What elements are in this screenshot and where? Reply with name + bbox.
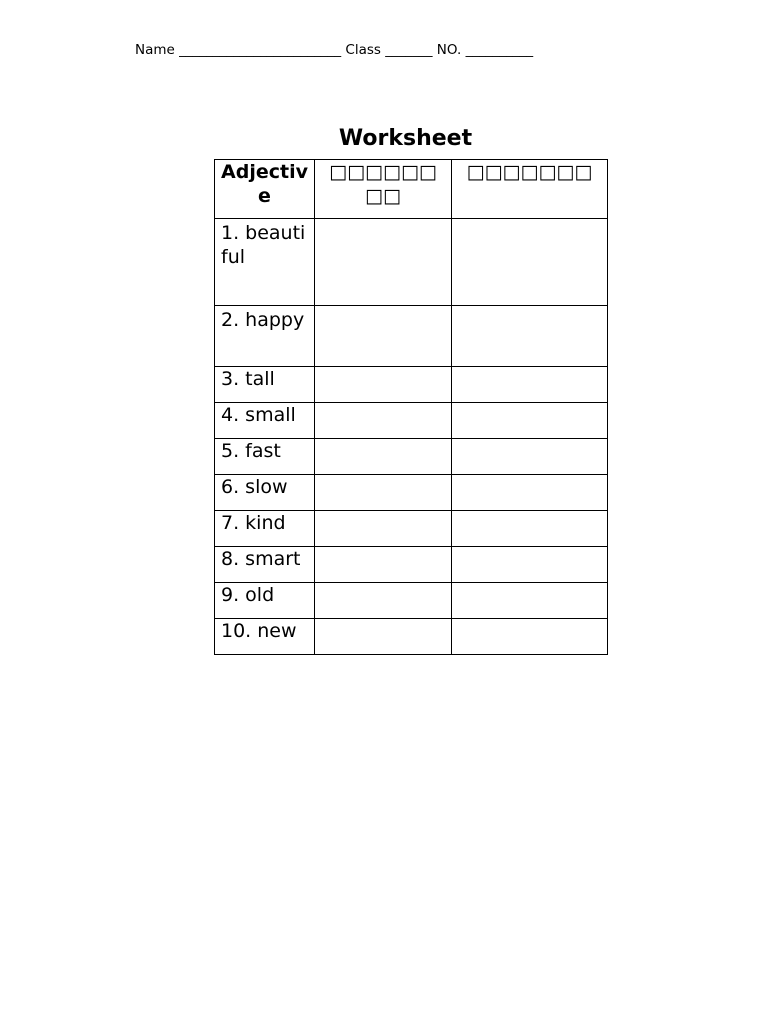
adjective-cell: 1. beautiful [215, 219, 315, 306]
answer-cell[interactable] [315, 306, 452, 367]
adjective-cell: 9. old [215, 583, 315, 619]
header-column-2: □□□□□□□□ [315, 160, 452, 219]
table-row [215, 439, 608, 475]
answer-cell[interactable] [452, 439, 608, 475]
answer-cell[interactable] [315, 511, 452, 547]
adjective-cell: 4. small [215, 403, 315, 439]
adjective-cell: 8. smart [215, 547, 315, 583]
class-label: Class [345, 42, 381, 58]
name-blank: ________________________ [179, 42, 342, 58]
student-info-line [135, 42, 533, 58]
table-row [215, 475, 608, 511]
answer-cell[interactable] [315, 367, 452, 403]
header-adjective: Adjective [215, 160, 315, 219]
name-label: Name [135, 42, 175, 58]
table-row [215, 511, 608, 547]
answer-cell[interactable] [452, 403, 608, 439]
adjective-cell: 3. tall [215, 367, 315, 403]
answer-cell[interactable] [452, 367, 608, 403]
answer-cell[interactable] [315, 439, 452, 475]
answer-cell[interactable] [452, 475, 608, 511]
answer-cell[interactable] [452, 619, 608, 655]
table-row [215, 306, 608, 367]
answer-cell[interactable] [452, 306, 608, 367]
no-label: NO. [436, 42, 462, 58]
answer-cell[interactable] [315, 403, 452, 439]
answer-cell[interactable] [315, 219, 452, 306]
adjective-cell: 5. fast [215, 439, 315, 475]
table-row [215, 367, 608, 403]
adjective-cell: 7. kind [215, 511, 315, 547]
answer-cell[interactable] [315, 583, 452, 619]
header-column-3: □□□□□□□ [452, 160, 608, 219]
adjective-cell: 6. slow [215, 475, 315, 511]
answer-cell[interactable] [452, 583, 608, 619]
answer-cell[interactable] [315, 547, 452, 583]
answer-cell[interactable] [315, 475, 452, 511]
answer-cell[interactable] [452, 219, 608, 306]
page-title: Worksheet [338, 126, 473, 151]
no-blank: __________ [465, 42, 534, 58]
adjective-cell: 10. new [215, 619, 315, 655]
adjective-table [214, 159, 608, 655]
table-row [215, 619, 608, 655]
answer-cell[interactable] [452, 547, 608, 583]
class-blank: _______ [385, 42, 433, 58]
adjective-cell: 2. happy [215, 306, 315, 367]
table-row [215, 219, 608, 306]
table-row [215, 583, 608, 619]
answer-cell[interactable] [315, 619, 452, 655]
table-row [215, 403, 608, 439]
answer-cell[interactable] [452, 511, 608, 547]
table-header-row [215, 160, 608, 219]
table-row [215, 547, 608, 583]
